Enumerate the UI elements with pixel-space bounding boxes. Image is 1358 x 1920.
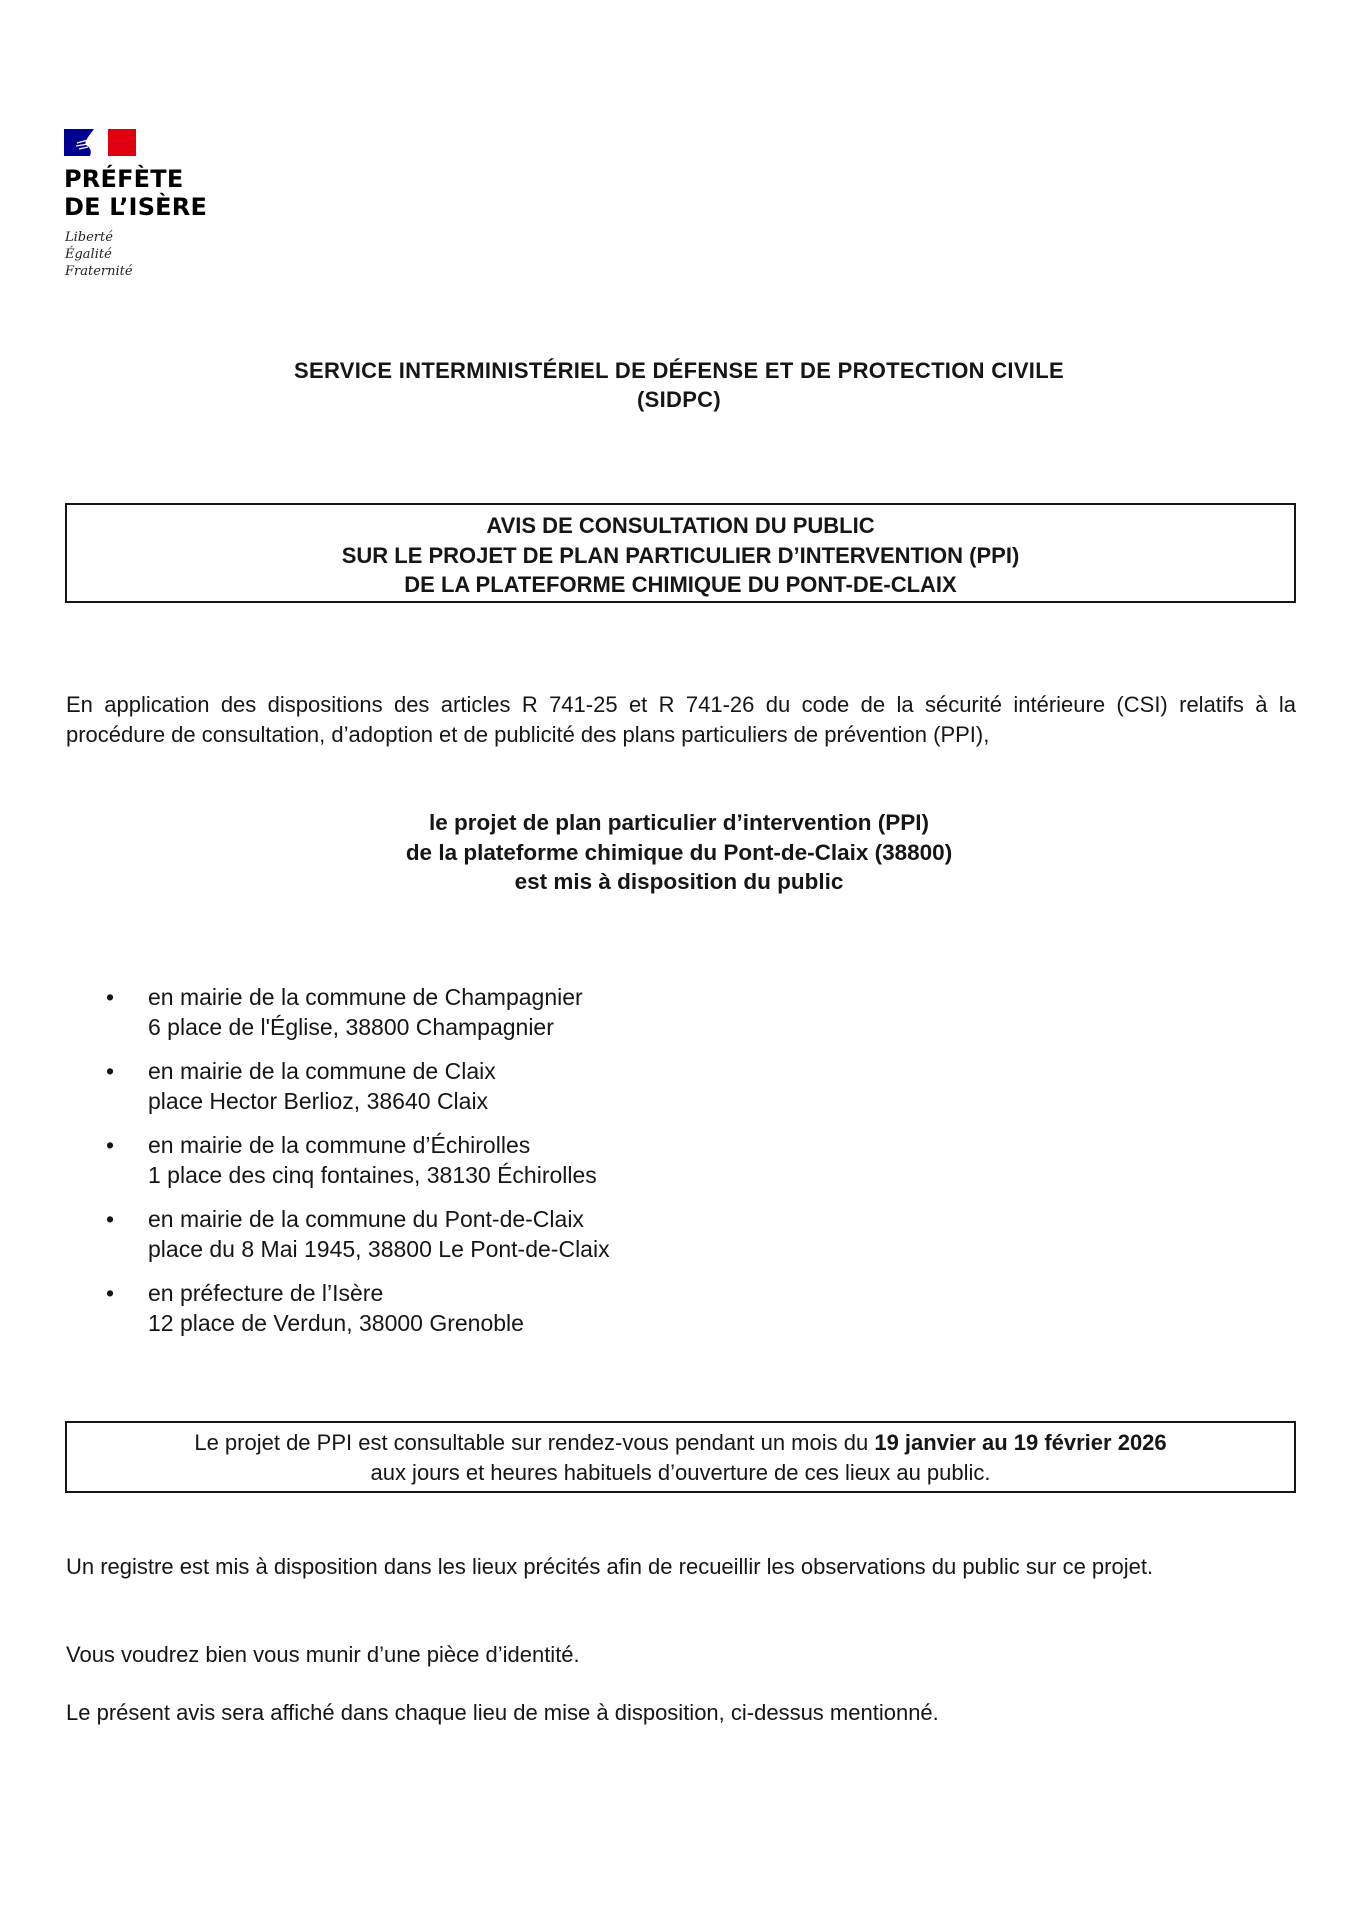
intro-paragraph: En application des dispositions des articles R 741-25 et R 741-26 du code de la sécurité intérieure (CSI) relatifs à la procédure de consultation, d’adoption et de publicité des plans particuliers de prévention (PPI),	[66, 692, 1296, 747]
location-place: en mairie de la commune d’Échirolles	[148, 1132, 531, 1158]
consultation-period-box	[65, 1421, 1296, 1493]
location-address: place Hector Berlioz, 38640 Claix	[148, 1088, 489, 1114]
location-address: 1 place des cinq fontaines, 38130 Échirolles	[148, 1162, 597, 1188]
location-place: en préfecture de l’Isère	[148, 1280, 384, 1306]
opening-hours-text: aux jours et heures habituels d’ouverture de ces lieux au public.	[370, 1459, 991, 1485]
list-item	[106, 1204, 610, 1264]
republic-motto: Liberté Égalité Fraternité	[65, 230, 133, 279]
posting-paragraph: Le présent avis sera affiché dans chaque lieu de mise à disposition, ci-dessus mentionné.	[66, 1700, 939, 1725]
bullet-icon: •	[106, 1058, 115, 1084]
bullet-icon: •	[106, 984, 115, 1010]
location-place: en mairie de la commune de Claix	[148, 1058, 496, 1084]
prefecture-name: PRÉFÈTE DE L’ISÈRE	[64, 165, 208, 221]
period-dates: 19 janvier au 19 février 2026	[874, 1430, 1167, 1455]
period-text: Le projet de PPI est consultable sur rendez-vous pendant un mois du	[194, 1430, 875, 1455]
location-place: en mairie de la commune du Pont-de-Claix	[148, 1206, 584, 1232]
location-address: place du 8 Mai 1945, 38800 Le Pont-de-Claix	[148, 1236, 610, 1262]
location-address: 6 place de l'Église, 38800 Champagnier	[148, 1014, 554, 1040]
list-item	[106, 982, 610, 1042]
bullet-icon: •	[106, 1280, 115, 1306]
locations-list	[106, 982, 610, 1352]
bullet-icon: •	[106, 1206, 115, 1232]
notice-title-box: AVIS DE CONSULTATION DU PUBLIC SUR LE PROJET DE PLAN PARTICULIER D’INTERVENTION (PPI) DE LA PLATEFORME CHIMIQUE DU PONT-DE-CLAIX	[65, 503, 1296, 603]
service-heading: SERVICE INTERMINISTÉRIEL DE DÉFENSE ET DE PROTECTION CIVILE (SIDPC)	[294, 358, 1064, 412]
location-place: en mairie de la commune de Champagnier	[148, 984, 583, 1010]
register-paragraph: Un registre est mis à disposition dans les lieux précités afin de recueillir les observations du public sur ce projet.	[66, 1554, 1154, 1579]
list-item	[106, 1056, 610, 1116]
location-address: 12 place de Verdun, 38000 Grenoble	[148, 1310, 524, 1336]
list-item	[106, 1278, 610, 1338]
list-item	[106, 1130, 610, 1190]
identity-paragraph: Vous voudrez bien vous munir d’une pièce d’identité.	[66, 1642, 580, 1667]
bullet-icon: •	[106, 1132, 115, 1158]
announcement: le projet de plan particulier d’intervention (PPI) de la plateforme chimique du Pont-de-Claix (38800) est mis à disposition du public	[405, 810, 953, 894]
marianne-flag-icon	[64, 129, 136, 156]
